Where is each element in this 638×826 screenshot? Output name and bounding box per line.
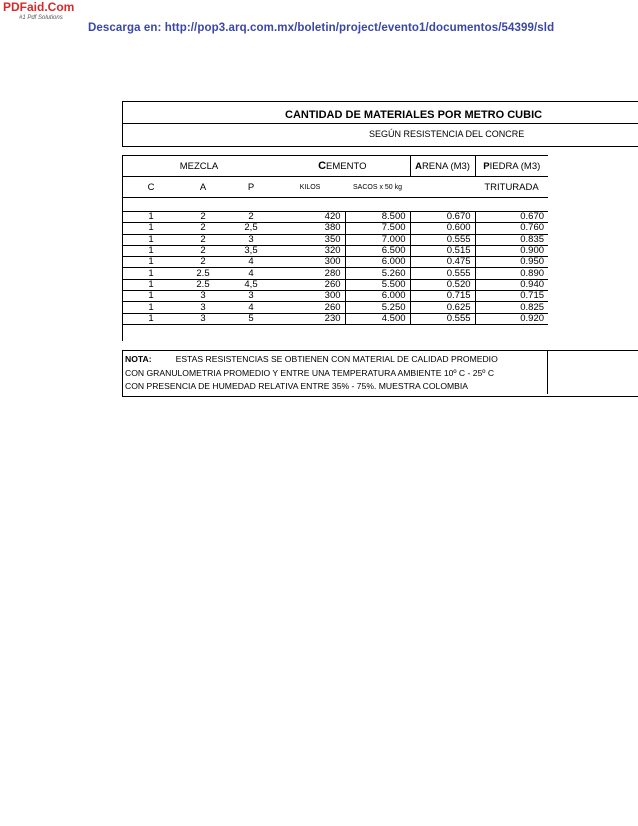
cell-p: 3 bbox=[227, 234, 275, 245]
header-cemento-initial: C bbox=[318, 160, 327, 172]
cell-c: 1 bbox=[123, 313, 179, 324]
header-kilos: KILOS bbox=[299, 183, 321, 191]
materials-table bbox=[122, 155, 638, 341]
cell-c: 1 bbox=[123, 245, 179, 256]
cell-kilos: 260 bbox=[275, 279, 345, 290]
header-sacos: SACOS x 50 kg bbox=[353, 183, 403, 191]
header-gap-row bbox=[123, 198, 548, 212]
table-row bbox=[123, 302, 548, 313]
cell-p: 4,5 bbox=[227, 279, 275, 290]
header-piedra-rest: IEDRA (M3) bbox=[489, 160, 541, 172]
header-arena bbox=[410, 156, 475, 177]
table-row bbox=[123, 245, 548, 256]
header-row-groups bbox=[123, 156, 548, 177]
cell-sacos: 4.500 bbox=[345, 313, 410, 324]
table-title-block bbox=[122, 101, 638, 147]
cell-piedra: 0.715 bbox=[475, 291, 548, 302]
cell-sacos: 6.000 bbox=[345, 291, 410, 302]
cell-p: 3,5 bbox=[227, 245, 275, 256]
cell-arena: 0.600 bbox=[410, 223, 475, 234]
cell-arena: 0.515 bbox=[410, 245, 475, 256]
cell-arena: 0.555 bbox=[410, 268, 475, 279]
header-p: P bbox=[247, 181, 255, 193]
header-arena-blank bbox=[410, 177, 475, 198]
cell-c: 1 bbox=[123, 212, 179, 223]
cell-arena: 0.555 bbox=[410, 234, 475, 245]
cell-c: 1 bbox=[123, 279, 179, 290]
header-row-columns bbox=[123, 177, 548, 198]
cell-kilos: 300 bbox=[275, 291, 345, 302]
cell-kilos: 420 bbox=[275, 212, 345, 223]
cell-sacos: 7.000 bbox=[345, 234, 410, 245]
cell-piedra: 0.835 bbox=[475, 234, 548, 245]
cell-sacos: 5.500 bbox=[345, 279, 410, 290]
note-line-1-text: ESTAS RESISTENCIAS SE OBTIENEN CON MATERIAL DE CALIDAD PROMEDIO bbox=[175, 354, 498, 364]
cell-piedra: 0.950 bbox=[475, 257, 548, 268]
table-row bbox=[123, 313, 548, 324]
watermark-tagline: #1 Pdf Solutions bbox=[19, 15, 63, 21]
cell-kilos: 300 bbox=[275, 257, 345, 268]
table-subtitle: SEGÚN RESISTENCIA DEL CONCRE bbox=[369, 129, 525, 139]
cell-c: 1 bbox=[123, 291, 179, 302]
cell-p: 3 bbox=[227, 291, 275, 302]
download-link[interactable]: Descarga en: http://pop3.arq.com.mx/boletin/project/evento1/documentos/54399/sld bbox=[88, 22, 555, 34]
cell-c: 1 bbox=[123, 257, 179, 268]
cell-p: 4 bbox=[227, 257, 275, 268]
note-text bbox=[125, 353, 545, 394]
cell-p: 4 bbox=[227, 268, 275, 279]
cell-kilos: 320 bbox=[275, 245, 345, 256]
cell-piedra: 0.940 bbox=[475, 279, 548, 290]
header-mezcla: MEZCLA bbox=[123, 156, 275, 177]
table-row bbox=[123, 234, 548, 245]
cell-a: 2.5 bbox=[179, 268, 227, 279]
cell-sacos: 5.260 bbox=[345, 268, 410, 279]
cell-piedra: 0.670 bbox=[475, 212, 548, 223]
cell-p: 5 bbox=[227, 313, 275, 324]
header-arena-initial: A bbox=[415, 160, 422, 172]
cell-arena: 0.520 bbox=[410, 279, 475, 290]
cell-c: 1 bbox=[123, 302, 179, 313]
cell-sacos: 6.000 bbox=[345, 257, 410, 268]
header-a: A bbox=[199, 181, 207, 193]
note-block bbox=[122, 350, 638, 397]
cell-sacos: 7.500 bbox=[345, 223, 410, 234]
cell-kilos: 280 bbox=[275, 268, 345, 279]
note-line-3: CON PRESENCIA DE HUMEDAD RELATIVA ENTRE 35% - 75%. MUESTRA COLOMBIA bbox=[125, 381, 469, 391]
table-row bbox=[123, 268, 548, 279]
cell-arena: 0.475 bbox=[410, 257, 475, 268]
cell-piedra: 0.920 bbox=[475, 313, 548, 324]
cell-a: 3 bbox=[179, 313, 227, 324]
cell-sacos: 6.500 bbox=[345, 245, 410, 256]
cell-a: 3 bbox=[179, 291, 227, 302]
header-arena-rest: RENA (M3) bbox=[421, 160, 470, 172]
materials-grid bbox=[123, 155, 548, 325]
cell-piedra: 0.890 bbox=[475, 268, 548, 279]
cell-a: 2.5 bbox=[179, 279, 227, 290]
table-title: CANTIDAD DE MATERIALES POR METRO CUBIC bbox=[285, 109, 543, 121]
cell-p: 4 bbox=[227, 302, 275, 313]
cell-arena: 0.670 bbox=[410, 212, 475, 223]
cell-p: 2 bbox=[227, 212, 275, 223]
cell-a: 2 bbox=[179, 212, 227, 223]
note-line-2: CON GRANULOMETRIA PROMEDIO Y ENTRE UNA TEMPERATURA AMBIENTE 10º C - 25º C bbox=[125, 367, 495, 378]
table-row bbox=[123, 279, 548, 290]
note-label: NOTA: bbox=[125, 354, 152, 364]
cell-piedra: 0.900 bbox=[475, 245, 548, 256]
cell-arena: 0.715 bbox=[410, 291, 475, 302]
cell-a: 2 bbox=[179, 245, 227, 256]
cell-c: 1 bbox=[123, 223, 179, 234]
cell-a: 3 bbox=[179, 302, 227, 313]
header-cemento-rest: EMENTO bbox=[326, 161, 367, 172]
cell-kilos: 380 bbox=[275, 223, 345, 234]
cell-arena: 0.555 bbox=[410, 313, 475, 324]
header-c: C bbox=[147, 181, 155, 193]
header-triturada: TRITURADA bbox=[484, 181, 539, 193]
table-row bbox=[123, 257, 548, 268]
cell-sacos: 5.250 bbox=[345, 302, 410, 313]
table-row bbox=[123, 223, 548, 234]
table-row bbox=[123, 291, 548, 302]
cell-arena: 0.625 bbox=[410, 302, 475, 313]
note-line-1 bbox=[125, 353, 545, 367]
table-row bbox=[123, 212, 548, 223]
cell-kilos: 230 bbox=[275, 313, 345, 324]
cell-c: 1 bbox=[123, 268, 179, 279]
cell-kilos: 260 bbox=[275, 302, 345, 313]
pdfaid-watermark bbox=[3, 1, 74, 22]
header-cemento bbox=[275, 156, 410, 177]
cell-p: 2,5 bbox=[227, 223, 275, 234]
header-piedra bbox=[475, 156, 548, 177]
cell-kilos: 350 bbox=[275, 234, 345, 245]
cell-sacos: 8.500 bbox=[345, 212, 410, 223]
header-piedra-initial: P bbox=[483, 160, 490, 172]
cell-a: 2 bbox=[179, 257, 227, 268]
cell-a: 2 bbox=[179, 223, 227, 234]
cell-c: 1 bbox=[123, 234, 179, 245]
cell-piedra: 0.825 bbox=[475, 302, 548, 313]
cell-a: 2 bbox=[179, 234, 227, 245]
cell-piedra: 0.760 bbox=[475, 223, 548, 234]
watermark-brand: PDFaid.Com bbox=[3, 0, 75, 14]
